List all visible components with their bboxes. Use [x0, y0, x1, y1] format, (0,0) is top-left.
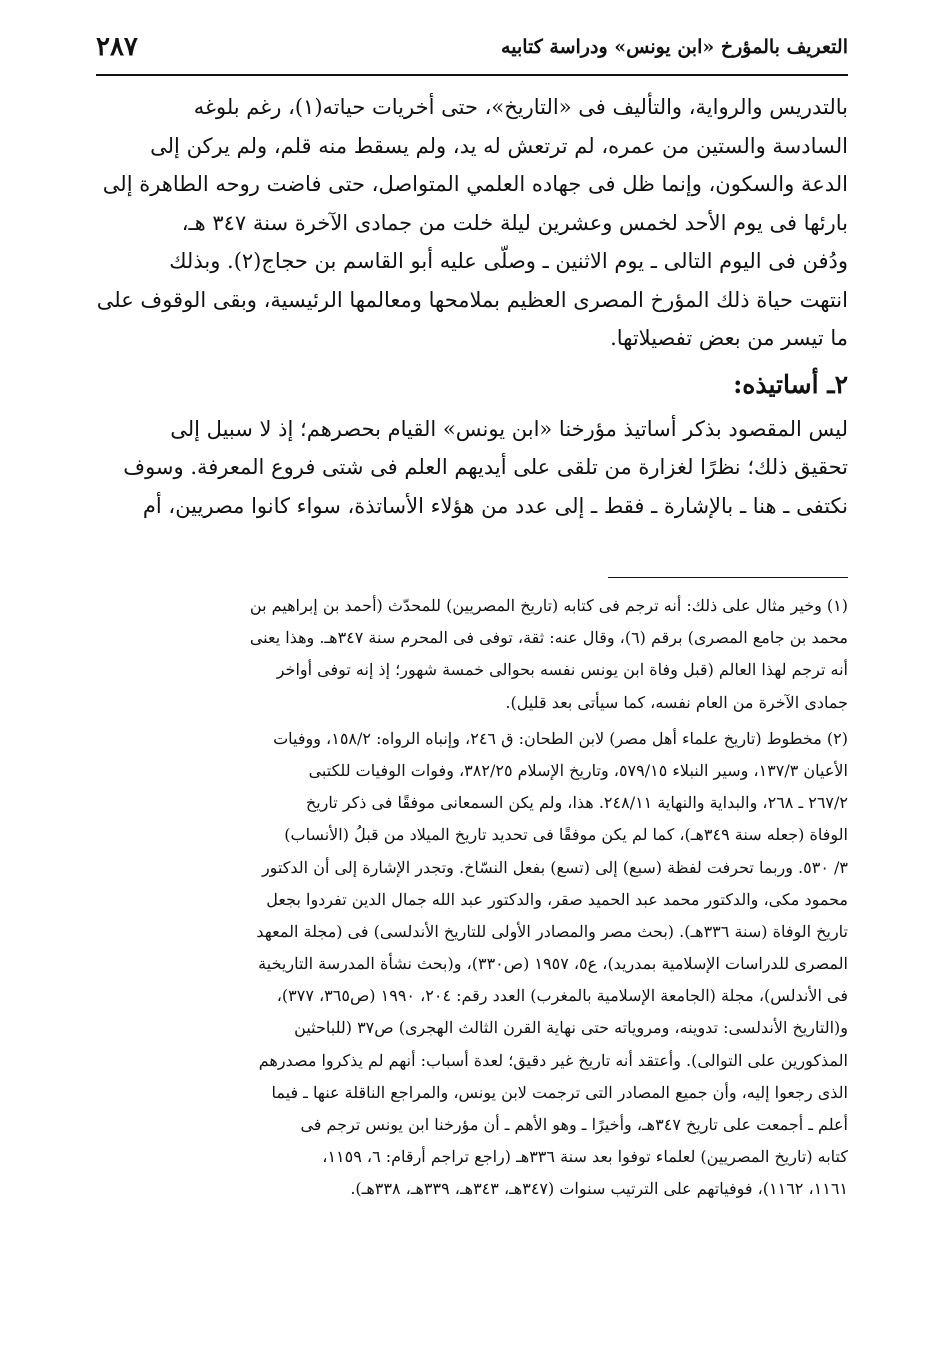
footnote-line: أعلم ـ أجمعت على تاريخ ٣٤٧هـ، وأخيرًا ـ وهو الأهم ـ أن مؤرخنا ابن يونس ترجم فى [300, 1115, 848, 1134]
text-line: انتهت حياة ذلك المؤرخ المصرى العظيم بملامحها ومعالمها الرئيسية، وبقى الوقوف على [96, 287, 848, 312]
text-line: ودُفن فى اليوم التالى ـ يوم الاثنين ـ وصلّى عليه أبو القاسم بن حجاج(٢). وبذلك [169, 249, 848, 273]
footnote-line: جمادى الآخرة من العام نفسه، كما سيأتى بعد قليل). [505, 692, 848, 712]
footnote-separator [608, 577, 848, 578]
text-line: السادسة والستين من عمره، لم ترتعش له يد، ولم يسقط منه قلم، ولم يركن إلى [150, 133, 848, 158]
footnote-line: ٣/ ٥٣٠. وربما تحرفت لفظة (سبع) إلى (تسع) بفعل النسّاخ. وتجدر الإشارة إلى أن الدكتور [261, 857, 848, 877]
text-line: نكتفى ـ هنا ـ بالإشارة ـ فقط ـ إلى عدد من هؤلاء الأساتذة، سواء كانوا مصريين، أم [142, 493, 848, 518]
footnote-line: الذى رجعوا إليه، وأن جميع المصادر التى ترجمت لابن يونس، والمراجع الناقلة عنها ـ فيما [271, 1082, 848, 1102]
text-line: الدعة والسكون، وإنما ظل فى جهاده العلمي المتواصل، حتى فاضت روحه الطاهرة إلى [102, 172, 848, 196]
footnote-line: (٢) مخطوط (تاريخ علماء أهل مصر) لابن الطحان: ق ٢٤٦، وإنباه الرواه: ١٥٨/٢، ووفيات [273, 728, 848, 748]
running-title: التعريف بالمؤرخ «ابن يونس» ودراسة كتابيه [501, 36, 848, 58]
footnote-line: ٢٦٧/٢ ـ ٢٦٨، والبداية والنهاية ٢٤٨/١١. هذا، ولم يكن السمعانى موفقًا فى ذكر تاريخ [305, 793, 848, 813]
text-line: بالتدريس والرواية، والتأليف فى «التاريخ»، حتى أخريات حياته(١)، رغم بلوغه [193, 95, 848, 119]
footnote-line: الوفاة (جعله سنة ٣٤٩هـ)، كما لم يكن موفقًا فى تحديد تاريخ الميلاد من قبلُ (الأنساب) [284, 825, 848, 845]
footnote-line: المذكورين على التوالى). وأعتقد أنه تاريخ غير دقيق؛ لعدة أسباب: أنهم لم يذكروا مصدرهم [258, 1050, 848, 1070]
paragraph-2 [96, 410, 848, 526]
footnote-line: كتابه (تاريخ المصريين) لعلماء توفوا بعد سنة ٣٣٦هـ (راجع تراجم أرقام: ٦، ١١٥٩، [322, 1147, 848, 1167]
text-line: تحقيق ذلك؛ نظرًا لغزارة من تلقى على أيديهم العلم فى شتى فروع المعرفة. وسوف [123, 455, 848, 479]
footnote-line: محمد بن جامع المصرى) برقم (٦)، وقال عنه: ثقة، توفى فى المحرم سنة ٣٤٧هـ. وهذا يعنى [249, 628, 848, 648]
footnote-line: الأعيان ١٣٧/٣، وسير النبلاء ٥٧٩/١٥، وتاريخ الإسلام ٣٨٢/٢٥، وفوات الوفيات للكتبى [308, 760, 848, 780]
footnote-1 [96, 590, 848, 719]
page-header [96, 30, 848, 76]
text-line: ما تيسر من بعض تفصيلاتها. [610, 326, 848, 350]
footnote-line: أنه ترجم لهذا العالم (قبل وفاة ابن يونس نفسه بحوالى خمسة شهور؛ إذ إنه توفى أواخر [276, 660, 848, 680]
footnote-line: محمود مكى، والدكتور محمد عبد الحميد صقر، والدكتور عبد الله جمال الدين تفردوا بجعل [266, 889, 848, 909]
text-line: ليس المقصود بذكر أساتيذ مؤرخنا «ابن يونس» القيام بحصرهم؛ إذ لا سبيل إلى [170, 416, 848, 441]
footnotes [96, 590, 848, 1206]
paragraph-1 [96, 88, 848, 358]
main-text [96, 88, 848, 525]
page-number: ٢٨٧ [96, 32, 138, 62]
text-line: بارئها فى يوم الأحد لخمس وعشرين ليلة خلت من جمادى الآخرة سنة ٣٤٧ هـ، [181, 210, 848, 235]
footnote-line: تاريخ الوفاة (سنة ٣٣٦هـ). (بحث مصر والمصادر الأولى للتاريخ الأندلسى) فى (مجلة المعهد [256, 921, 848, 941]
footnote-line: ١١٦١، ١١٦٢)، فوفياتهم على الترتيب سنوات (٣٤٧هـ، ٣٤٣هـ، ٣٣٩هـ، ٣٣٨هـ). [350, 1179, 848, 1199]
footnote-line: (١) وخير مثال على ذلك: أنه ترجم فى كتابه (تاريخ المصريين) للمحدّث (أحمد بن إبراهيم بن [249, 596, 848, 615]
footnote-line: المصرى للدراسات الإسلامية بمدريد)، ع٥، ١٩٥٧ (ص٣٣٠)، و(بحث نشأة المدرسة التاريخية [258, 954, 848, 974]
footnote-2 [96, 723, 848, 1206]
footnote-line: و(التاريخ الأندلسى: تدوينه، ومروياته حتى نهاية القرن الثالث الهجرى) ص٣٧ (للباحثين [294, 1018, 848, 1038]
section-heading: ٢ـ أساتيذه: [733, 369, 848, 399]
footnote-line: فى الأندلس)، مجلة (الجامعة الإسلامية بالمغرب) العدد رقم: ٢٠٤، ١٩٩٠ (ص٣٦٥، ٣٧٧)، [276, 986, 848, 1006]
